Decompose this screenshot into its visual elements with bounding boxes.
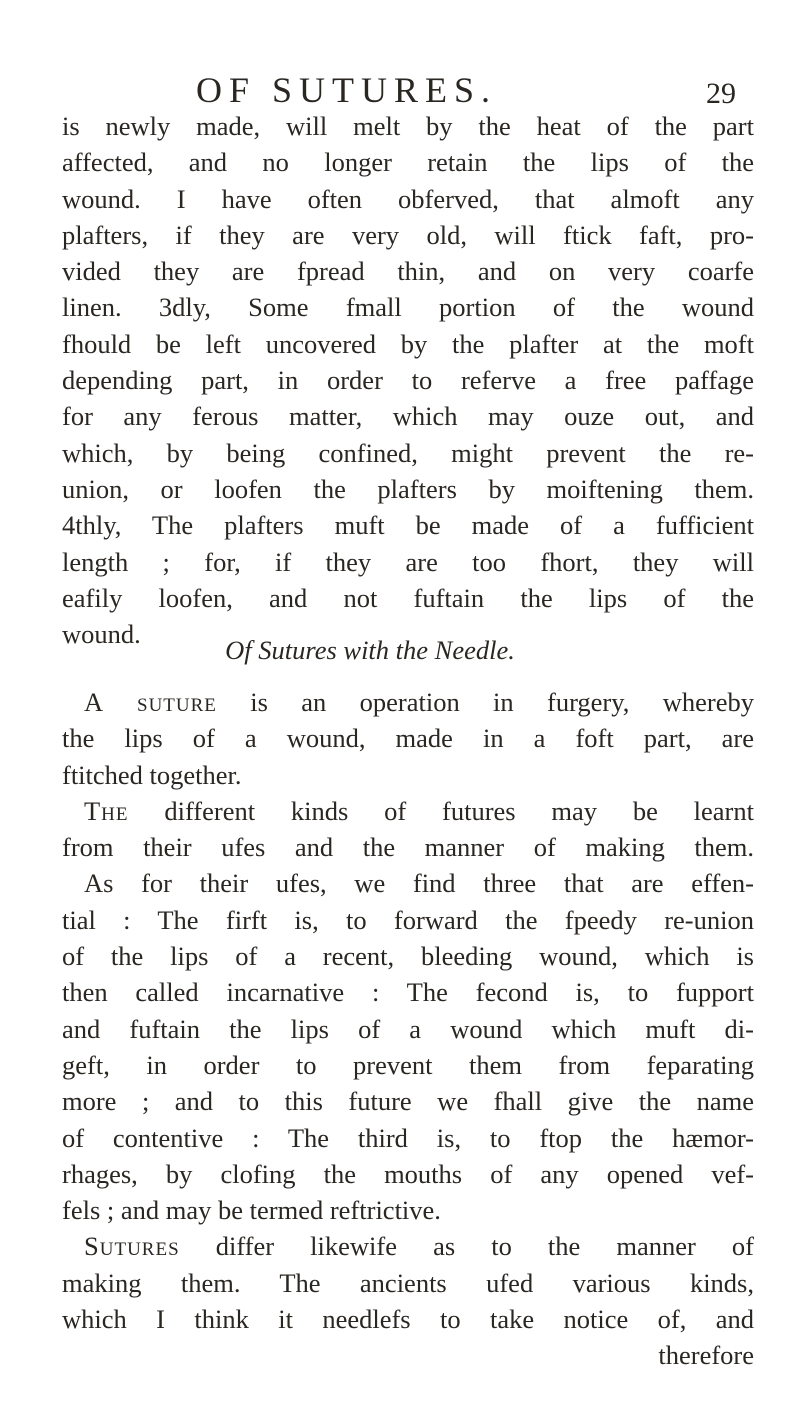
paragraph-plasters xyxy=(62,108,754,652)
text-run: is an operation in furgery, whereby xyxy=(216,687,754,717)
text-line: eafily loofen, and not fuftain the lips of the xyxy=(62,582,754,613)
text-line: for any ferous matter, which may ouze out, and xyxy=(62,401,754,432)
running-title: OF SUTURES. xyxy=(196,70,498,110)
text-line xyxy=(62,793,754,829)
text-line: As for their ufes, we find three that are effen- xyxy=(84,868,754,899)
text-line: more ; and to this future we fhall give the name xyxy=(62,1086,754,1117)
text-line: fhould be left uncovered by the plafter at the moft xyxy=(62,328,754,359)
text-line: vided they are fpread thin, and on very coarfe xyxy=(62,256,754,287)
text-line: geft, in order to prevent them from feparating xyxy=(62,1049,754,1080)
text-line: of the lips of a recent, bleeding wound, which is xyxy=(62,941,754,972)
section-heading: Of Sutures with the Needle. xyxy=(225,635,515,665)
text-line: from their ufes and the manner of making them. xyxy=(62,832,754,863)
text-line: of contentive : The third is, to ftop the hæmor- xyxy=(62,1122,754,1153)
catchword: therefore xyxy=(658,1340,754,1371)
text-line: the lips of a wound, made in a foft part, are xyxy=(62,723,754,754)
text-line: and fuftain the lips of a wound which muft di- xyxy=(62,1013,754,1044)
text-line: plafters, if they are very old, will ftick faft, pro- xyxy=(62,219,754,250)
text-line: making them. The ancients ufed various kinds, xyxy=(62,1267,754,1298)
text-line: 4thly, The plafters muft be made of a fufficient xyxy=(62,510,754,541)
text-line xyxy=(62,1228,754,1264)
text-line: which I think it needlefs to take notice of, and xyxy=(62,1304,754,1335)
text-line: fels ; and may be termed reftrictive. xyxy=(62,1195,441,1226)
text-line: wound. I have often obferved, that almoft any xyxy=(62,183,754,214)
text-line: rhages, by clofing the mouths of any opened vef- xyxy=(62,1158,754,1189)
text-line xyxy=(62,684,754,720)
text-run: differ likewife as to the manner of xyxy=(179,1231,754,1262)
text-line: wound. xyxy=(62,619,141,650)
lead-word: The xyxy=(84,795,129,826)
lead-word: A suture xyxy=(84,687,217,717)
text-line: length ; for, if they are too fhort, they will xyxy=(62,546,754,577)
section-body xyxy=(62,684,754,1374)
text-line: then called incarnative : The fecond is, to fupport xyxy=(62,977,754,1008)
page-number: 29 xyxy=(706,77,736,110)
text-line: linen. 3dly, Some fmall portion of the wound xyxy=(62,292,754,323)
text-line: ftitched together. xyxy=(62,759,242,790)
text-line: is newly made, will melt by the heat of the part xyxy=(62,111,754,141)
text-line: tial : The firft is, to forward the fpeedy re-union xyxy=(62,904,754,935)
lead-word: Sutures xyxy=(84,1231,180,1262)
text-line: depending part, in order to referve a free paffage xyxy=(62,365,754,396)
text-line: affected, and no longer retain the lips of the xyxy=(62,147,754,178)
text-line: union, or loofen the plafters by moiftening them. xyxy=(62,473,754,504)
text-run: different kinds of futures may be learnt xyxy=(128,795,754,826)
text-line: which, by being confined, might prevent the re- xyxy=(62,437,754,468)
